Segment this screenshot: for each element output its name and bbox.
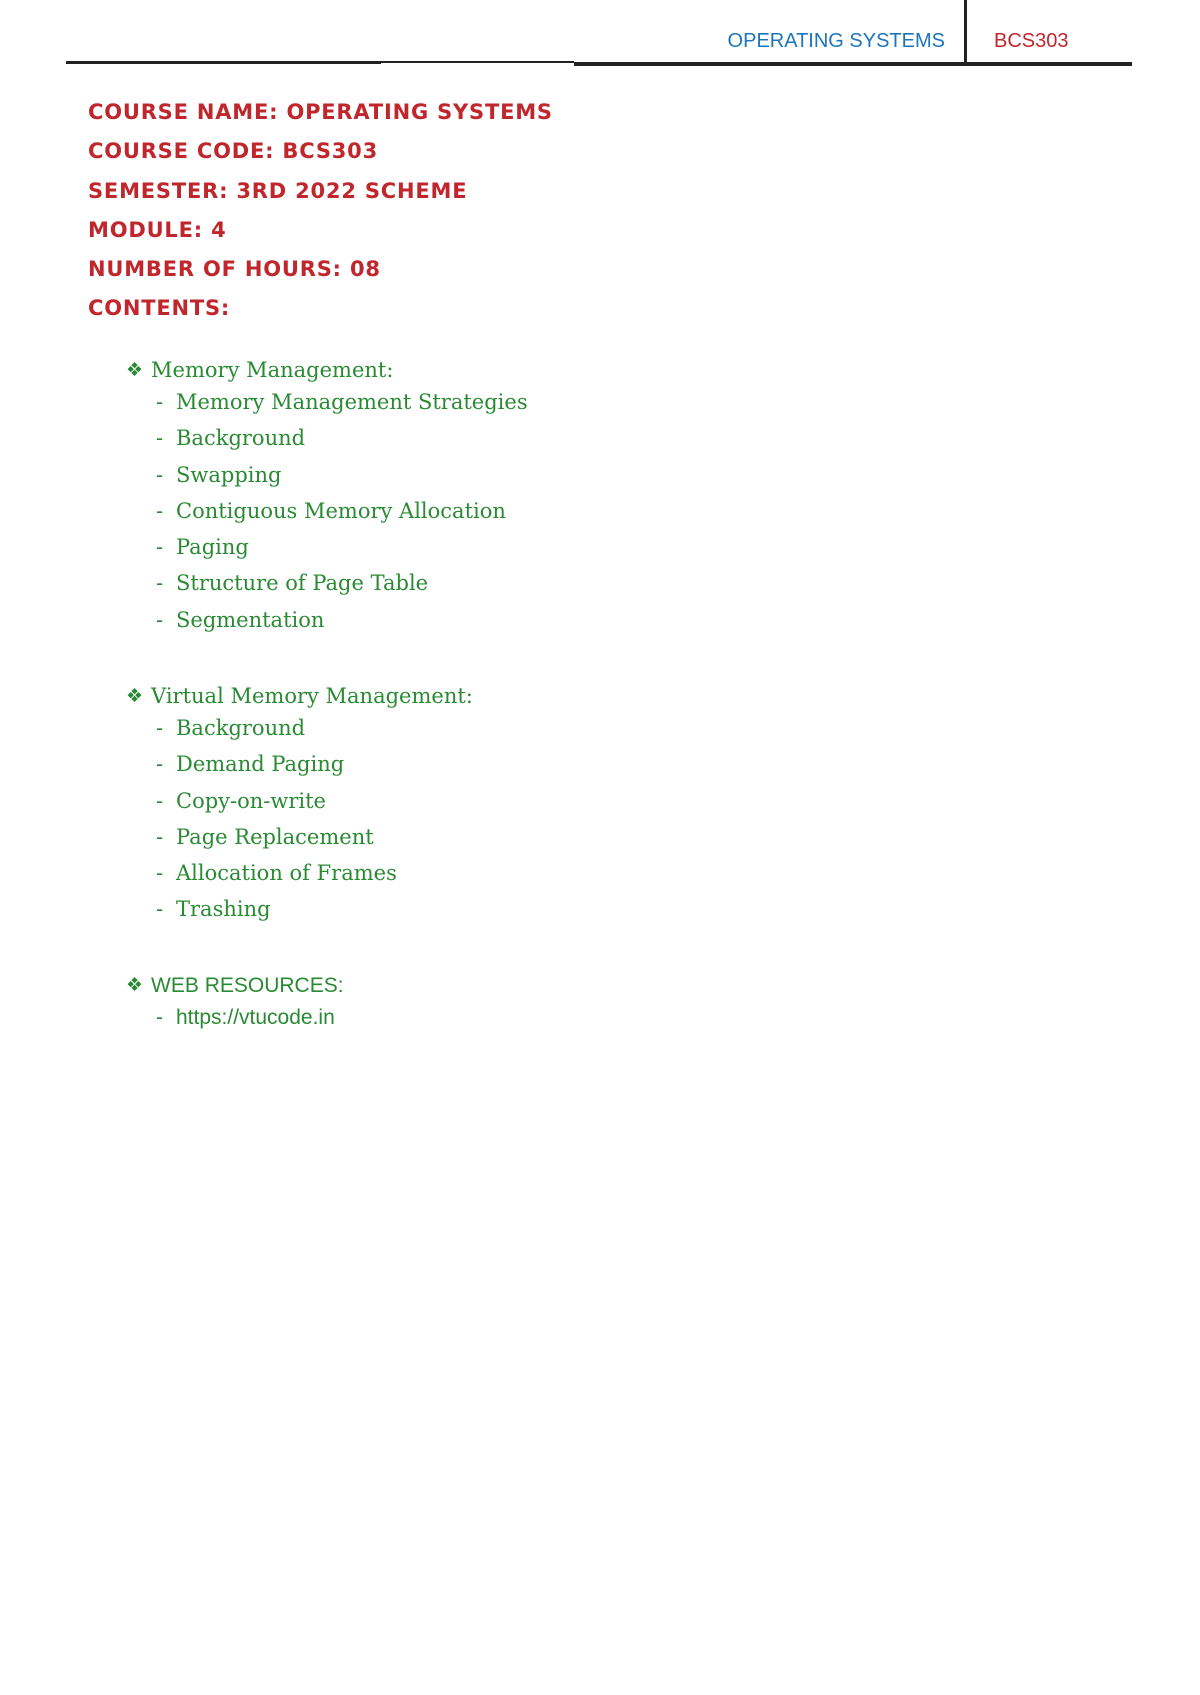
header-rule-left bbox=[66, 61, 381, 64]
header-rule-right bbox=[574, 62, 1132, 66]
list-item: - Contiguous Memory Allocation bbox=[156, 498, 506, 523]
dash-icon: - bbox=[156, 897, 164, 922]
section-memory-management bbox=[126, 352, 528, 642]
diamond-bullet-icon: ❖ bbox=[126, 359, 144, 381]
diamond-bullet-icon: ❖ bbox=[126, 975, 144, 996]
dash-icon: - bbox=[156, 571, 164, 596]
list-item: - Copy-on-write bbox=[156, 788, 326, 813]
diamond-bullet-icon: ❖ bbox=[126, 685, 144, 707]
list-item: - Trashing bbox=[156, 897, 271, 922]
header-title: OPERATING SYSTEMS bbox=[727, 30, 945, 52]
list-item: - Swapping bbox=[156, 462, 282, 487]
list-item bbox=[126, 1004, 344, 1040]
topic-list bbox=[126, 1004, 344, 1040]
topic-list bbox=[126, 388, 528, 642]
list-item: - Paging bbox=[156, 535, 249, 560]
list-item: - Demand Paging bbox=[156, 752, 345, 777]
dash-icon: - bbox=[156, 716, 164, 740]
contents-heading: CONTENTS: bbox=[88, 296, 231, 321]
topic-list bbox=[126, 714, 473, 932]
number-of-hours: NUMBER OF HOURS: 08 bbox=[88, 257, 381, 282]
list-item: - Structure of Page Table bbox=[156, 571, 429, 596]
list-item: - Segmentation bbox=[156, 607, 325, 632]
course-name: COURSE NAME: OPERATING SYSTEMS bbox=[88, 100, 553, 124]
module: MODULE: 4 bbox=[88, 217, 227, 242]
dash-icon: - bbox=[156, 426, 164, 451]
section-heading bbox=[126, 352, 528, 388]
section-heading bbox=[126, 678, 473, 714]
header-course-code: BCS303 bbox=[994, 30, 1069, 52]
section-title: WEB RESOURCES: bbox=[151, 974, 344, 997]
course-info bbox=[88, 98, 553, 334]
list-item: - Memory Management Strategies bbox=[156, 390, 528, 414]
dash-icon: - bbox=[156, 462, 164, 487]
dash-icon: - bbox=[156, 607, 164, 632]
web-resource-link[interactable]: https://vtucode.in bbox=[176, 1006, 335, 1029]
list-item: - Background bbox=[156, 426, 306, 451]
section-heading bbox=[126, 968, 344, 1004]
semester: SEMESTER: 3RD 2022 SCHEME bbox=[88, 178, 468, 203]
section-title: Memory Management: bbox=[151, 358, 394, 382]
header-rule-middle bbox=[381, 61, 574, 63]
header-divider bbox=[964, 0, 967, 63]
list-item: - Background bbox=[156, 716, 306, 740]
section-title: Virtual Memory Management: bbox=[151, 684, 473, 708]
list-item: - Page Replacement bbox=[156, 824, 374, 849]
dash-icon: - bbox=[156, 390, 164, 414]
section-web-resources bbox=[126, 968, 344, 1040]
list-item: - Allocation of Frames bbox=[156, 861, 397, 886]
dash-icon: - bbox=[156, 535, 164, 560]
dash-icon: - bbox=[156, 1006, 163, 1029]
dash-icon: - bbox=[156, 861, 164, 886]
course-code: COURSE CODE: BCS303 bbox=[88, 139, 378, 164]
dash-icon: - bbox=[156, 824, 164, 849]
dash-icon: - bbox=[156, 788, 164, 813]
dash-icon: - bbox=[156, 498, 164, 523]
section-virtual-memory-management bbox=[126, 678, 473, 932]
dash-icon: - bbox=[156, 752, 164, 777]
